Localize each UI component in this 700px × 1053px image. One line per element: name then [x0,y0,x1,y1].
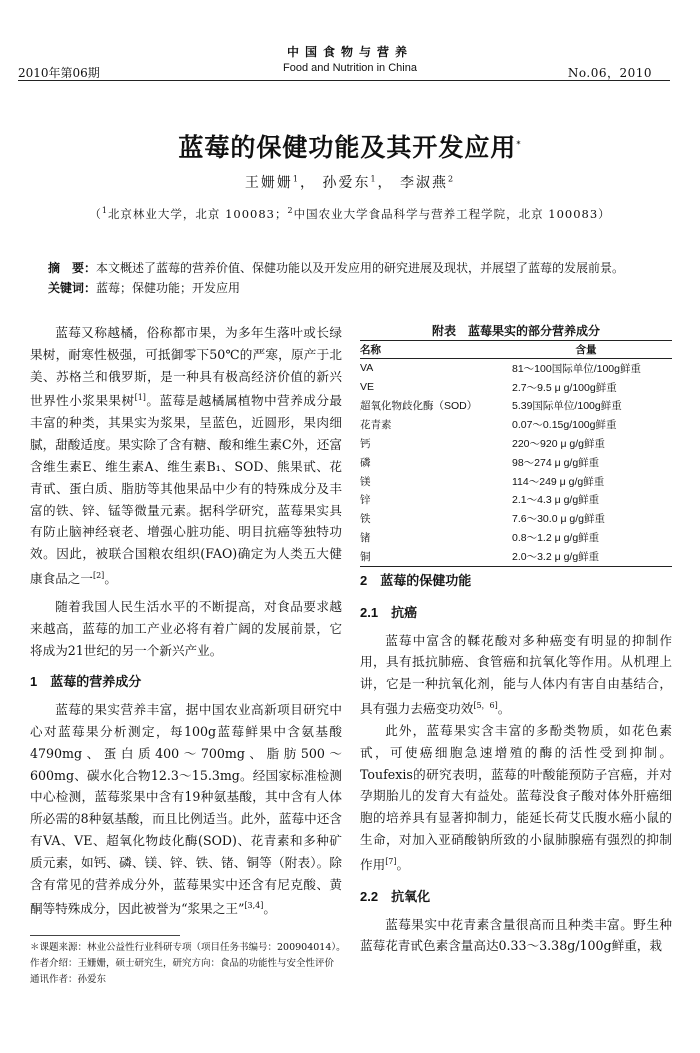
table-row [360,434,672,453]
footnote-block [30,940,360,988]
paragraph-text: 蓝莓中富含的鞣花酸对多种癌变有明显的抑制作用，具有抵抗肺癌、食管癌和抗氧化等作用。从机理上讲，它是一种抗氧化剂，能与人体内有害自由基结合，具有强力去癌变功效 [360,632,672,717]
author-name: 孙爱东 [322,175,371,191]
table-row [360,378,672,397]
paragraph [30,322,342,590]
table-row [360,509,672,528]
paragraph [360,630,672,720]
cell-amount: 98～274 μ g/g鲜重 [512,456,600,469]
section-heading: 2 蓝莓的保健功能 [360,573,472,588]
cell-amount: 2.0～3.2 μ g/g鲜重 [500,547,672,566]
cell-amount: 0.07～0.15g/100g鲜重 [512,419,617,432]
abstract-label: 摘 要： [48,261,97,275]
cell-name: 锌 [360,494,371,507]
journal-title-cn: 中国食物与营养 [286,45,413,59]
paragraph-text: 此外，蓝莓果实含丰富的多酚类物质，如花色素甙，可使癌细胞急速增殖的酶的活性受到抑制。Toufexis的研究表明，蓝莓的叶酸能预防子宫癌，并对孕期胎儿的发育大有益处。蓝莓没食子酸对体外肝癌细胞的培养具有显著抑制力，能延长荷艾氏腹水癌小鼠的生命，对加入亚硝酸钠所致的小鼠肺腺癌有强烈的抑制作用 [360,722,672,872]
keywords-line [48,278,668,298]
affil-2: 中国农业大学食品科学与营养工程学院，北京 100083） [293,207,611,221]
paragraph-text: 。 [396,856,410,872]
nutrient-table [360,340,672,567]
cell-name: 超氧化物歧化酶（SOD） [360,400,478,413]
citation: [2] [92,570,105,580]
table-row [360,472,672,491]
paragraph [360,720,672,876]
cell-name: 镁 [360,475,371,488]
issue-right: No.06，2010 [567,66,652,80]
paragraph-text: 蓝莓又称越橘，俗称都市果，为多年生落叶或长绿果树，耐寒性极强，可抵御零下50℃的严寒，原产于北美、苏格兰和俄罗斯，是一种具有极高经济价值的新兴世界性小浆果果树 [30,325,342,409]
cell-amount: 2.7～9.5 μ g/100g鲜重 [512,381,617,394]
citation: [7] [385,856,397,866]
affil-1: 北京林业大学，北京 100083； [107,207,288,221]
cell-name: 花青素 [360,419,392,432]
citation: [1] [134,393,146,403]
table-row [360,453,672,472]
table-header-amount: 含量 [500,341,672,359]
paragraph-text: 。蓝莓是越橘属植物中营养成分最丰富的种类，其果实为浆果，呈蓝色，近圆形，果肉细腻，甜酸适度。果实除了含有糖、酸和维生素C外，还富含维生素E、维生素A、维生素B₁、SOD、熊果甙、花青甙、蛋白质、脂肪等其他果品中少有的特殊成分及丰富的铁、锌、锰等微量元素。据科学研究，蓝莓果实具有防止脑神经衰老、增强心脏功能、明目抗癌等独特功效。因此，被联合国粮农组织(FAO)确定为人类五大健康食品之一 [30,393,343,587]
author-aff-mark: 1 [370,174,378,184]
title-footnote-mark: * [516,138,522,149]
abstract-text: 本文概述了蓝莓的营养价值、保健功能以及开发应用的研究进展及现状，并展望了蓝莓的发展前景。 [96,261,625,275]
footnote-author: 作者介绍：王姗姗，硕士研究生，研究方向：食品的功能性与安全性评价 [30,958,335,969]
article-title [0,128,700,164]
paragraph-text: 。 [497,701,511,717]
cell-amount: 220～920 μ g/g鲜重 [512,438,606,451]
keywords-text: 蓝莓；保健功能；开发应用 [96,281,241,295]
paragraph [30,699,342,920]
table-caption: 附表 蓝莓果实的部分营养成分 [431,324,600,338]
footnote-rule [30,935,180,936]
table-row [360,415,672,434]
affil-open: （ [89,207,102,221]
citation: [3,4] [244,901,264,911]
nutrient-table-wrap [360,340,672,567]
cell-name: VA [360,362,374,375]
section-heading: 1 蓝莓的营养成分 [30,674,142,690]
affil-mark: 1 [101,206,108,216]
paragraph-text: 。 [104,571,117,587]
abstract-block [48,258,668,298]
cell-name: 铜 [360,547,500,566]
affil-mark: 2 [287,206,294,216]
cell-name: 磷 [360,456,371,469]
abstract-line [48,258,668,278]
paragraph-text: 蓝莓的果实营养丰富，据中国农业高新项目研究中心对蓝莓果分析测定，每100g蓝莓鲜果中含氨基酸4790mg、蛋白质400～700mg、脂肪500～600mg、碳水化合物12.3～15.3mg。经国家标准检测中心检测，蓝莓浆果中含有19种氨基酸，其中含有人体所必需的8种氨基酸，而且比例适当。此外，蓝莓中还含有VA、VE、超氧化物歧化酶(SOD)、花青素和多种矿质元素，如钙、磷、镁、锌、铁、锗、铜等（附表）。除含有常见的营养成分外，蓝莓果实中还含有尼克酸、黄酮等特殊成分，因此被誉为“浆果之王” [30,702,342,917]
author-aff-mark: 1 [292,174,300,184]
paragraph-text: 。 [263,901,276,917]
subsection-heading: 2.1 抗癌 [360,604,418,620]
cell-amount: 81～100国际单位/100g鲜重 [512,362,641,375]
author-line: 王姗姗$^1$， 孙爱东$^1$， 李淑燕$^2$ [244,174,456,191]
paragraph: 随着我国人民生活水平的不断提高，对食品要求越来越高，蓝莓的加工产业必将有着广阔的发展前景，它将成为21世纪的另一个新兴产业。 [30,598,342,658]
cell-amount: 5.39国际单位/100g鲜重 [512,400,622,413]
author-name: 王姗姗 [244,175,293,191]
cell-name: 锗 [360,531,371,544]
table-row [360,547,672,566]
table-row [360,528,672,547]
left-column [30,322,342,920]
table-header-name: 名称 [360,341,500,359]
subsection-heading: 2.2 抗氧化 [360,888,431,904]
author-aff-mark: 2 [448,174,456,184]
keywords-label: 关键词： [48,281,97,295]
affiliation-line [0,206,700,222]
table-row [360,359,672,378]
footnote-fund: ＊课题来源：林业公益性行业科研专项（项目任务书编号：200904014）。 [30,942,346,953]
header-rule [18,80,670,81]
table-header-row [360,341,672,359]
citation: [5，6] [473,700,498,710]
cell-amount: 2.1～4.3 μ g/g鲜重 [512,494,600,507]
cell-name: 钙 [360,438,371,451]
cell-amount: 114～249 μ g/g鲜重 [512,475,605,488]
cell-name: VE [360,381,375,394]
paragraph: 蓝莓果实中花青素含量很高而且种类丰富。野生种蓝莓花青甙色素含量高达0.33～3.38g/100g鲜重，栽 [360,916,672,954]
cell-name: 铁 [360,513,371,526]
footnote-contact: 通讯作者：孙爱东 [30,974,107,985]
cell-amount: 7.6～30.0 μ g/g鲜重 [512,513,606,526]
table-row [360,397,672,416]
cell-amount: 0.8～1.2 μ g/g鲜重 [512,531,600,544]
journal-title-en: Food and Nutrition in China [283,62,417,74]
title-text: 蓝莓的保健功能及其开发应用 [178,133,517,162]
right-column [360,570,672,957]
table-row [360,490,672,509]
author-name: 李淑燕 [400,175,448,191]
issue-left: 2010年第06期 [18,66,100,80]
